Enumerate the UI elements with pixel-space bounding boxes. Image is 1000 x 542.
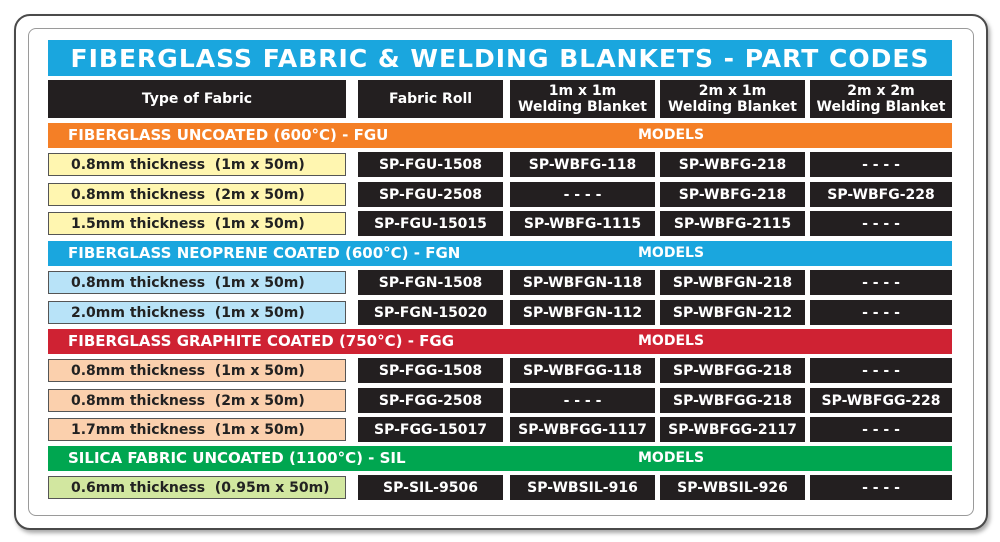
part-code-cell: SP-WBFGN-218 bbox=[660, 270, 805, 295]
header-line: 2m x 2m bbox=[847, 83, 915, 99]
fabric-type-cell: 0.8mm thickness (1m x 50m) bbox=[48, 153, 346, 176]
section-header-sil bbox=[48, 446, 952, 471]
section-title: FIBERGLASS GRAPHITE COATED (750°C) - FGG bbox=[68, 332, 455, 350]
part-code-cell: SP-FGG-1508 bbox=[358, 358, 503, 383]
header-line: Fabric Roll bbox=[388, 91, 473, 107]
part-code-cell: SP-WBFGN-212 bbox=[660, 300, 805, 325]
part-code-cell: SP-FGG-15017 bbox=[358, 417, 503, 442]
part-code-cell: SP-WBFGN-118 bbox=[510, 270, 655, 295]
fabric-type-cell: 0.8mm thickness (2m x 50m) bbox=[48, 183, 346, 206]
part-code-cell: - - - - bbox=[810, 475, 952, 500]
header-1x1-blanket bbox=[510, 80, 655, 118]
part-code-cell: - - - - bbox=[810, 417, 952, 442]
part-code-cell: SP-SIL-9506 bbox=[358, 475, 503, 500]
fabric-type-cell: 1.5mm thickness (1m x 50m) bbox=[48, 212, 346, 235]
part-code-cell: SP-WBFGG-1117 bbox=[510, 417, 655, 442]
header-fabric-roll bbox=[358, 80, 503, 118]
part-code-cell: SP-WBFGG-218 bbox=[660, 358, 805, 383]
part-code-cell: - - - - bbox=[810, 211, 952, 236]
header-type-of-fabric bbox=[48, 80, 346, 118]
header-2x2-blanket bbox=[810, 80, 952, 118]
part-code-cell: - - - - bbox=[810, 300, 952, 325]
header-line: 2m x 1m bbox=[698, 83, 767, 99]
fabric-type-cell: 0.8mm thickness (1m x 50m) bbox=[48, 271, 346, 294]
part-code-cell: SP-WBFGG-218 bbox=[660, 388, 805, 413]
models-label: MODELS bbox=[638, 333, 705, 349]
section-title: SILICA FABRIC UNCOATED (1100°C) - SIL bbox=[68, 449, 406, 467]
part-code-cell: - - - - bbox=[810, 152, 952, 177]
part-code-cell: SP-WBFG-2115 bbox=[660, 211, 805, 236]
part-code-cell: SP-FGG-2508 bbox=[358, 388, 503, 413]
part-code-cell: SP-WBFG-218 bbox=[660, 182, 805, 207]
section-header-fgu bbox=[48, 123, 952, 148]
part-code-cell: SP-FGU-2508 bbox=[358, 182, 503, 207]
part-code-cell: SP-WBSIL-926 bbox=[660, 475, 805, 500]
part-code-cell: - - - - bbox=[810, 270, 952, 295]
part-code-cell: SP-FGN-1508 bbox=[358, 270, 503, 295]
part-code-cell: SP-WBFG-218 bbox=[660, 152, 805, 177]
header-line: Welding Blanket bbox=[668, 99, 797, 115]
section-title: FIBERGLASS UNCOATED (600°C) - FGU bbox=[68, 126, 389, 144]
header-line: Type of Fabric bbox=[141, 91, 253, 107]
part-code-cell: SP-WBSIL-916 bbox=[510, 475, 655, 500]
part-code-cell: SP-WBFGN-112 bbox=[510, 300, 655, 325]
part-code-cell: SP-WBFGG-2117 bbox=[660, 417, 805, 442]
fabric-type-cell: 1.7mm thickness (1m x 50m) bbox=[48, 418, 346, 441]
part-code-cell: - - - - bbox=[510, 182, 655, 207]
part-code-cell: SP-WBFG-118 bbox=[510, 152, 655, 177]
part-code-cell: - - - - bbox=[510, 388, 655, 413]
part-code-cell: - - - - bbox=[810, 358, 952, 383]
models-label: MODELS bbox=[638, 245, 705, 261]
header-2x1-blanket bbox=[660, 80, 805, 118]
models-label: MODELS bbox=[638, 450, 705, 466]
section-header-fgg bbox=[48, 329, 952, 354]
section-header-fgn bbox=[48, 241, 952, 266]
fabric-type-cell: 0.8mm thickness (1m x 50m) bbox=[48, 359, 346, 382]
header-line: Welding Blanket bbox=[518, 99, 647, 115]
part-code-cell: SP-FGU-15015 bbox=[358, 211, 503, 236]
models-label: MODELS bbox=[638, 127, 705, 143]
section-title: FIBERGLASS NEOPRENE COATED (600°C) - FGN bbox=[68, 244, 461, 262]
part-code-cell: SP-WBFG-1115 bbox=[510, 211, 655, 236]
header-line: Welding Blanket bbox=[816, 99, 946, 115]
fabric-type-cell: 0.8mm thickness (2m x 50m) bbox=[48, 389, 346, 412]
fabric-type-cell: 0.6mm thickness (0.95m x 50m) bbox=[48, 476, 346, 499]
part-code-cell: SP-WBFG-228 bbox=[810, 182, 952, 207]
part-code-cell: SP-FGU-1508 bbox=[358, 152, 503, 177]
part-code-cell: SP-WBFGG-228 bbox=[810, 388, 952, 413]
header-line: 1m x 1m bbox=[548, 83, 617, 99]
part-code-cell: SP-WBFGG-118 bbox=[510, 358, 655, 383]
fabric-type-cell: 2.0mm thickness (1m x 50m) bbox=[48, 301, 346, 324]
page-title: FIBERGLASS FABRIC & WELDING BLANKETS - PART CODES bbox=[48, 40, 952, 76]
part-code-cell: SP-FGN-15020 bbox=[358, 300, 503, 325]
